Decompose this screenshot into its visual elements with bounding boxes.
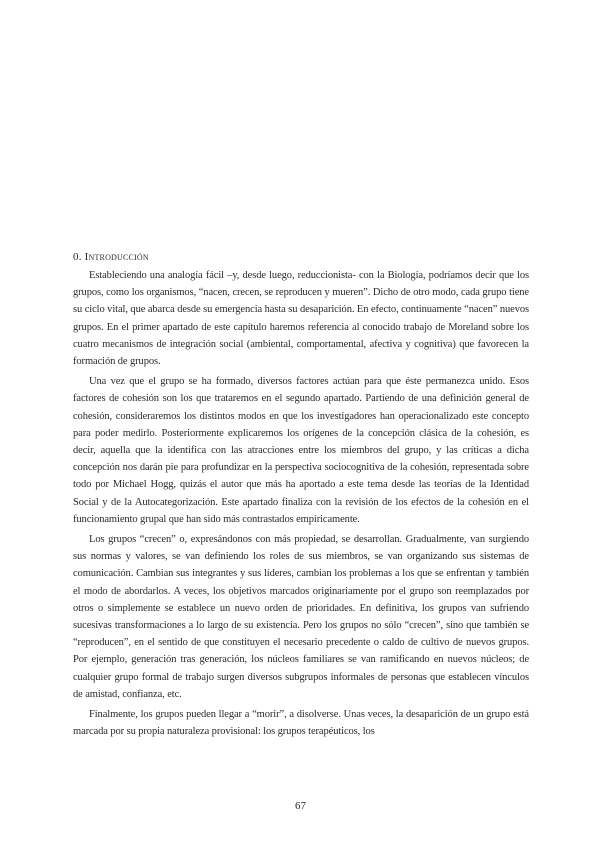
paragraph-4: Finalmente, los grupos pueden llegar a “morir”, a disolverse. Unas veces, la desaparición de un grupo está marcada por su propia naturaleza provisional: los grupos terapéuticos, los xyxy=(73,709,529,738)
section-heading: 0. Introducción xyxy=(73,251,149,263)
paragraph-3: Los grupos “crecen” o, expresándonos con más propiedad, se desarrollan. Gradualmente, van surgiendo sus normas y valores, se van definiendo los roles de sus miembros, se van organizando sus sistemas de comunicación. Cambian sus integrantes y sus líderes, cambian los problemas a los que se enfrentan y también el modo de abordarlos. A veces, los objetivos marcados originariamente por el grupo son reemplazados por otros o simplemente se establece un nuevo orden de prioridades. En definitiva, los grupos van sufriendo sucesivas transformaciones a lo largo de su existencia. Pero los grupos no sólo “crecen”, sino que también se “reproducen”, en el sentido de que constituyen el necesario precedente o caldo de cultivo de nuevos grupos. Por ejemplo, generación tras generación, los núcleos familiares se van ramificando en nuevos núcleos; de cualquier grupo formal de trabajo surgen diversos subgrupos informales de personas que establecen vínculos de amistad, confianza, etc. xyxy=(73,534,529,700)
page-number: 67 xyxy=(295,800,306,812)
chapter-body xyxy=(73,249,529,743)
paragraph-1: Estableciendo una analogía fácil –y, desde luego, reduccionista- con la Biología, podríamos decir que los grupos, como los organismos, “nacen, crecen, se reproducen y mueren”. Dicho de otro modo, cada grupo tiene su ciclo vital, que abarca desde su emergencia hasta su desaparición. En efecto, continuamente “nacen” nuevos grupos. En el primer apartado de este capítulo haremos referencia al conocido trabajo de Moreland sobre los cuatro mecanismos de integración social (ambiental, comportamental, afectiva y cognitiva) que favorecen la formación de grupos. xyxy=(73,270,529,368)
paragraph-2: Una vez que el grupo se ha formado, diversos factores actúan para que éste permanezca unido. Esos factores de cohesión son los que trataremos en el segundo apartado. Partiendo de una definición general de cohesión, consideraremos los distintos modos en que los investigadores han operacionalizado este concepto para poder medirlo. Posteriormente explicaremos los orígenes de la concepción clásica de la cohesión, es decir, aquella que la identifica con las atracciones entre los miembros del grupo, y las críticas a dicha concepción nos darán pie para profundizar en la perspectiva sociocognitiva de la cohesión, representada sobre todo por Michael Hogg, quizás el autor que más ha aportado a este tema desde las teorías de la Identidad Social y de la Autocategorización. Este apartado finaliza con la revisión de los efectos de la cohesión en el funcionamiento grupal que han sido más contrastados empíricamente. xyxy=(73,376,529,525)
